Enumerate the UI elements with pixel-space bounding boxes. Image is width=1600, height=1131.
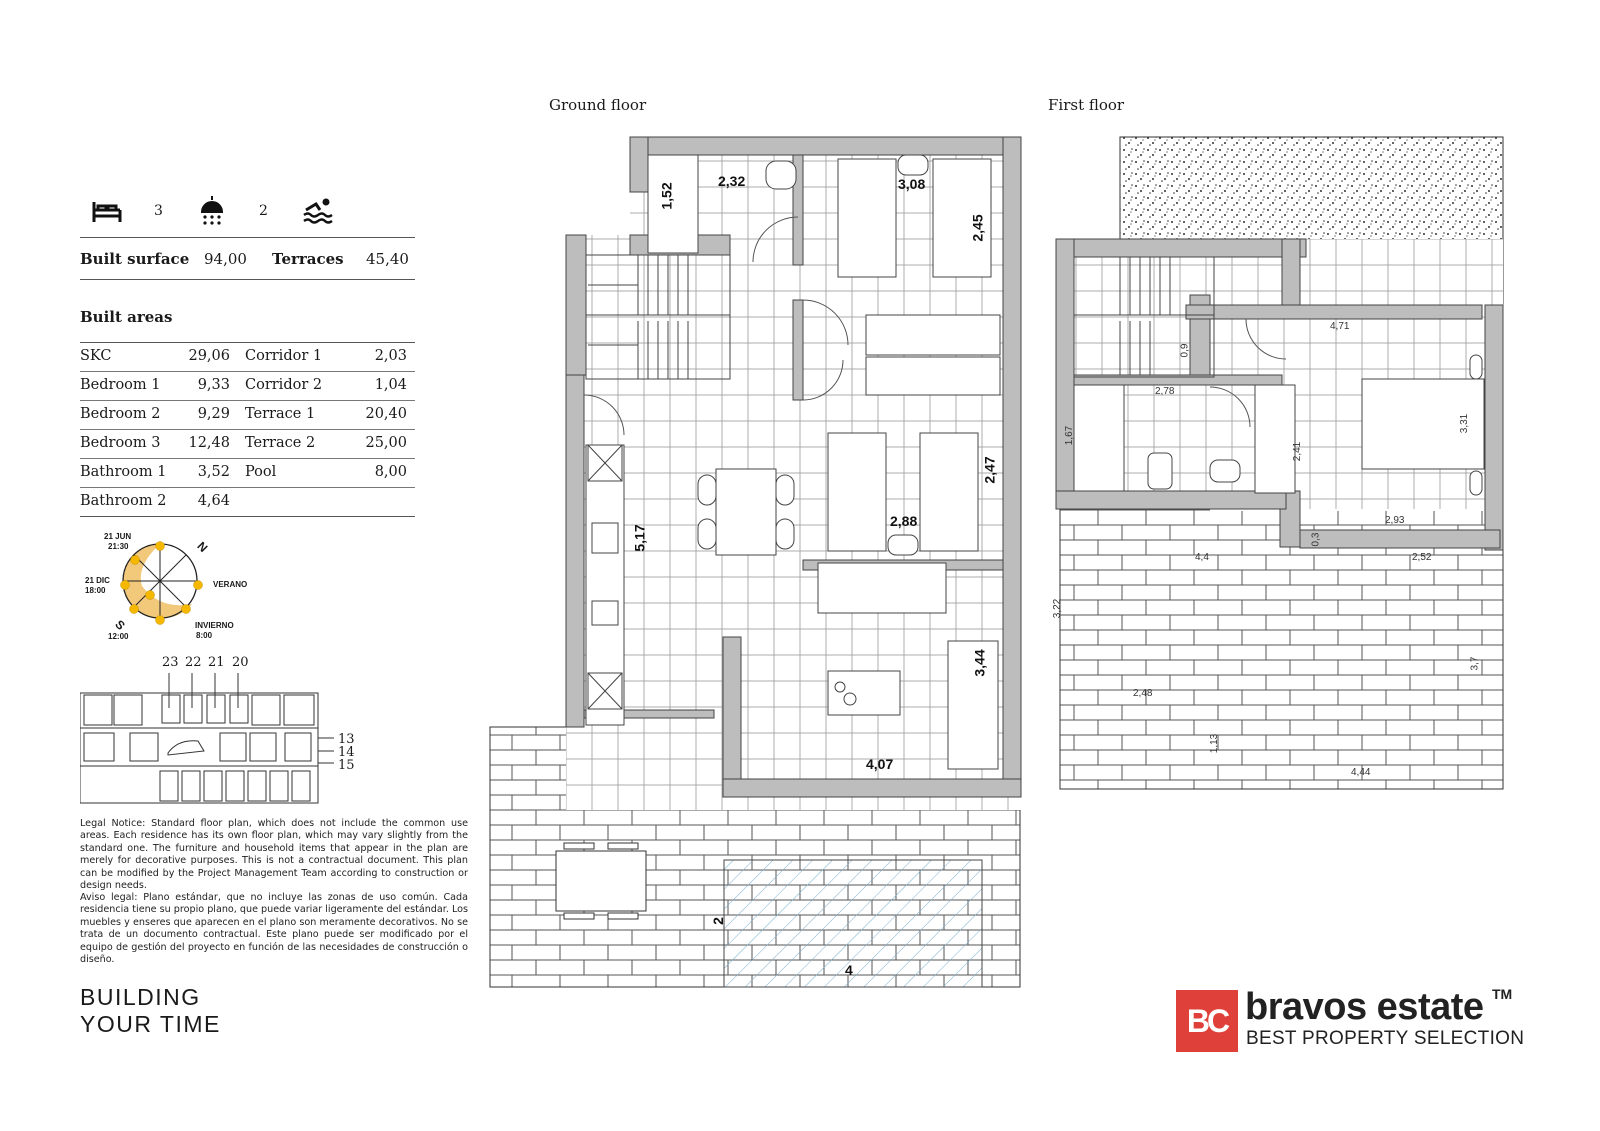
tagline-line-2: YOUR TIME (80, 1011, 221, 1037)
dim-label: 2,45 (969, 214, 986, 242)
pool-icon (302, 196, 334, 224)
dim-label: 4 (845, 962, 853, 978)
dim-label: 2,32 (718, 173, 746, 189)
area-value: 9,33 (197, 377, 230, 393)
site-label: 21 (208, 655, 225, 670)
ground-floor-title: Ground floor (549, 96, 647, 114)
dim-label: 2,88 (890, 513, 918, 529)
verano-label: VERANO (213, 580, 248, 589)
first-floor-title: First floor (1048, 96, 1125, 114)
dim-label: 1,52 (658, 182, 675, 210)
dim-label: 2,48 (1133, 688, 1153, 699)
dim-label: 1,67 (1064, 425, 1076, 446)
dim-label: 3,22 (1052, 598, 1064, 619)
bed-icon (92, 200, 122, 224)
ground-floor-plan (488, 135, 1028, 995)
area-name: SKC (80, 348, 112, 364)
area-value: 20,40 (365, 406, 407, 422)
area-name: Terrace 1 (245, 406, 316, 422)
area-value: 9,29 (197, 406, 230, 422)
brand-logo (1176, 990, 1238, 1052)
tagline-line-1: BUILDING (80, 984, 201, 1010)
dim-label: 4,07 (866, 756, 894, 772)
dim-label: 3,44 (971, 649, 988, 677)
dim-label: 2,52 (1412, 552, 1432, 563)
area-value: 1,04 (374, 377, 407, 393)
area-name: Bathroom 1 (80, 464, 167, 480)
terraces-label: Terraces (272, 250, 344, 268)
bedrooms-count: 3 (154, 203, 163, 219)
bathrooms-count: 2 (259, 203, 268, 219)
sun-jun-time: 21:30 (108, 542, 129, 551)
area-value: 25,00 (365, 435, 407, 451)
south-label: S (112, 617, 128, 633)
site-label: 23 (162, 655, 179, 670)
north-label: N (194, 538, 211, 556)
area-name: Corridor 2 (245, 377, 323, 393)
area-value: 4,64 (197, 493, 230, 509)
dim-label: 1,13 (1209, 733, 1221, 754)
dim-label: 2 (709, 917, 726, 925)
legal-notice-en: Legal Notice: Standard floor plan, which does not include the common use areas. Each residence has its own floor plan, which may vary slightly from the standard one. The furniture and household items that appear in the plan are merely for decorative purposes. This is not a contractual document. This plan can be modified by the Project Management Team according to construction or design needs. (80, 818, 468, 892)
legal-notice-es: Aviso legal: Plano estándar, que no incluye las zonas de uso común. Cada residencia tiene su propio plano, que puede variar ligeramente del estándar. Los muebles y enseres que aparecen en el plano son meramente decorativos. No se trata de un documento contractual. Este plano puede ser modificado por el equipo de gestión del proyecto en función de las necesidades de construcción o diseño. (80, 892, 468, 966)
sun-dic-time: 18:00 (85, 586, 106, 595)
sun-orientation-diagram (80, 530, 260, 648)
dim-label: 2,78 (1155, 386, 1175, 397)
built-surface-label: Built surface (80, 250, 190, 268)
area-name: Bedroom 1 (80, 377, 161, 393)
site-label: 15 (338, 758, 355, 773)
area-name: Pool (245, 464, 277, 480)
dim-label: 0,9 (1179, 343, 1191, 358)
area-value: 3,52 (197, 464, 230, 480)
built-surface-value: 94,00 (204, 250, 247, 268)
brand-name: bravos estate (1245, 986, 1484, 1028)
area-name: Terrace 2 (245, 435, 316, 451)
area-value: 2,03 (374, 348, 407, 364)
dim-label: 0,3 (1310, 532, 1322, 547)
dim-label: 2,41 (1292, 441, 1304, 462)
invierno-label: INVIERNO (195, 621, 234, 630)
dim-label: 4,44 (1351, 767, 1371, 778)
divider (80, 342, 415, 343)
area-name: Bedroom 3 (80, 435, 161, 451)
sun-jun-label: 21 JUN (104, 532, 132, 541)
divider (80, 237, 415, 238)
dim-label: 5,17 (631, 524, 648, 552)
area-value: 12,48 (188, 435, 230, 451)
site-label: 13 (338, 732, 355, 747)
brand-tagline: BEST PROPERTY SELECTION (1246, 1028, 1525, 1049)
site-label: 14 (338, 745, 355, 760)
area-name: Bedroom 2 (80, 406, 161, 422)
built-areas-title: Built areas (80, 308, 173, 326)
dim-label: 4,71 (1330, 321, 1350, 332)
dim-label: 3,08 (898, 176, 926, 192)
dim-label: 2,93 (1385, 515, 1405, 526)
site-plan (80, 655, 370, 825)
site-label: 20 (232, 655, 249, 670)
brand-tm: TM (1492, 986, 1513, 1002)
divider (80, 279, 415, 280)
dim-label: 3,7 (1469, 656, 1481, 671)
area-value: 8,00 (374, 464, 407, 480)
invierno-time: 8:00 (196, 631, 213, 640)
first-floor-plan (1050, 135, 1510, 795)
sun-s-time: 12:00 (108, 632, 129, 641)
shower-icon (198, 194, 226, 226)
site-label: 22 (185, 655, 202, 670)
area-name: Corridor 1 (245, 348, 323, 364)
sun-dic-label: 21 DIC (85, 576, 110, 585)
terraces-value: 45,40 (366, 250, 409, 268)
dim-label: 4,4 (1195, 552, 1209, 563)
dim-label: 3,31 (1459, 413, 1471, 434)
area-name: Bathroom 2 (80, 493, 167, 509)
dim-label: 2,47 (981, 456, 998, 484)
area-value: 29,06 (188, 348, 230, 364)
brand-logo-text: BC (1186, 1002, 1228, 1039)
